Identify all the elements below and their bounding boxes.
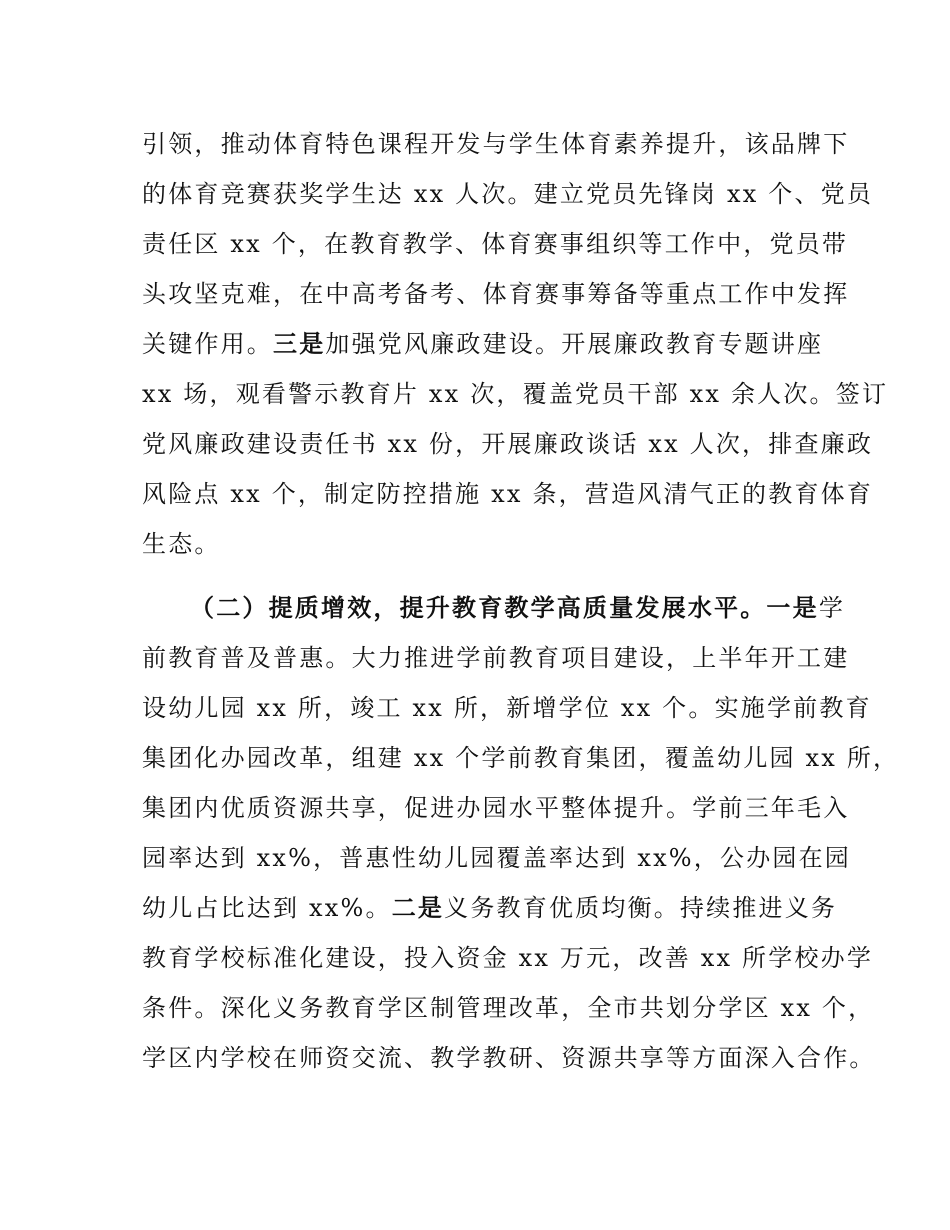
text-line (142, 328, 832, 360)
section-heading-line (190, 592, 880, 624)
text-line (142, 692, 872, 724)
text-run: 设幼儿园 xx 所，竣工 xx 所，新增学位 xx 个。实施学前教育 (142, 694, 872, 722)
text-run: 引领，推动体育特色课程开发与学生体育素养提升，该品牌下 (142, 130, 850, 158)
text-run: 的体育竞赛获奖学生达 xx 人次。建立党员先锋岗 xx 个、党员 (142, 180, 874, 208)
bold-text-run: 二是 (391, 893, 445, 922)
text-run: 园率达到 xx%，普惠性幼儿园覆盖率达到 xx%，公办园在园 (142, 844, 852, 872)
text-line (142, 478, 874, 510)
text-run: 责任区 xx 个，在教育教学、体育赛事组织等工作中，党员带 (142, 230, 849, 258)
section-heading: （二）提质增效，提升教育教学高质量发展水平。 (190, 593, 767, 622)
text-line (142, 892, 838, 924)
text-run: 风险点 xx 个，制定防控措施 xx 条，营造风清气正的教育体育 (142, 480, 874, 508)
text-run: xx 场，观看警示教育片 xx 次，覆盖党员干部 xx 余人次。签订 (142, 380, 889, 408)
text-run: 学区内学校在师资交流、教学教研、资源共享等方面深入合作。 (142, 1044, 876, 1072)
text-line (142, 1042, 876, 1074)
text-line (142, 792, 850, 824)
text-line (142, 178, 874, 210)
bold-text-run: 三是 (273, 329, 326, 358)
text-run: 幼儿占比达到 xx%。 (142, 894, 392, 922)
text-run: 加强党风廉政建设。开展廉政教育专题讲座 (325, 330, 824, 358)
text-run: 头攻坚克难，在中高考备考、体育赛事筹备等重点工作中发挥 (142, 280, 850, 308)
text-line (142, 278, 850, 310)
text-run: 集团内优质资源共享，促进办园水平整体提升。学前三年毛入 (142, 794, 850, 822)
text-run: 党风廉政建设责任书 xx 份，开展廉政谈话 xx 人次，排查廉政 (142, 430, 874, 458)
text-line (142, 992, 875, 1024)
text-line (142, 378, 889, 410)
text-line (142, 528, 832, 560)
text-line (142, 428, 874, 460)
text-run: 生态。 (142, 530, 221, 558)
text-line (142, 228, 849, 260)
text-run: 学 (818, 594, 846, 622)
text-line (142, 128, 850, 160)
bold-text-run: 一是 (766, 593, 819, 622)
text-run: 关键作用。 (142, 330, 273, 358)
text-run: 条件。深化义务教育学区制管理改革，全市共划分学区 xx 个， (142, 994, 875, 1022)
text-run: 义务教育优质均衡。持续推进义务 (444, 894, 838, 922)
text-line (142, 642, 850, 674)
text-run: 前教育普及普惠。大力推进学前教育项目建设，上半年开工建 (142, 644, 850, 672)
text-line (142, 942, 874, 974)
text-run: 集团化办园改革，组建 xx 个学前教育集团，覆盖幼儿园 xx 所， (142, 744, 900, 772)
text-line (142, 842, 852, 874)
text-run: 教育学校标准化建设，投入资金 xx 万元，改善 xx 所学校办学 (142, 944, 874, 972)
text-line (142, 742, 900, 774)
